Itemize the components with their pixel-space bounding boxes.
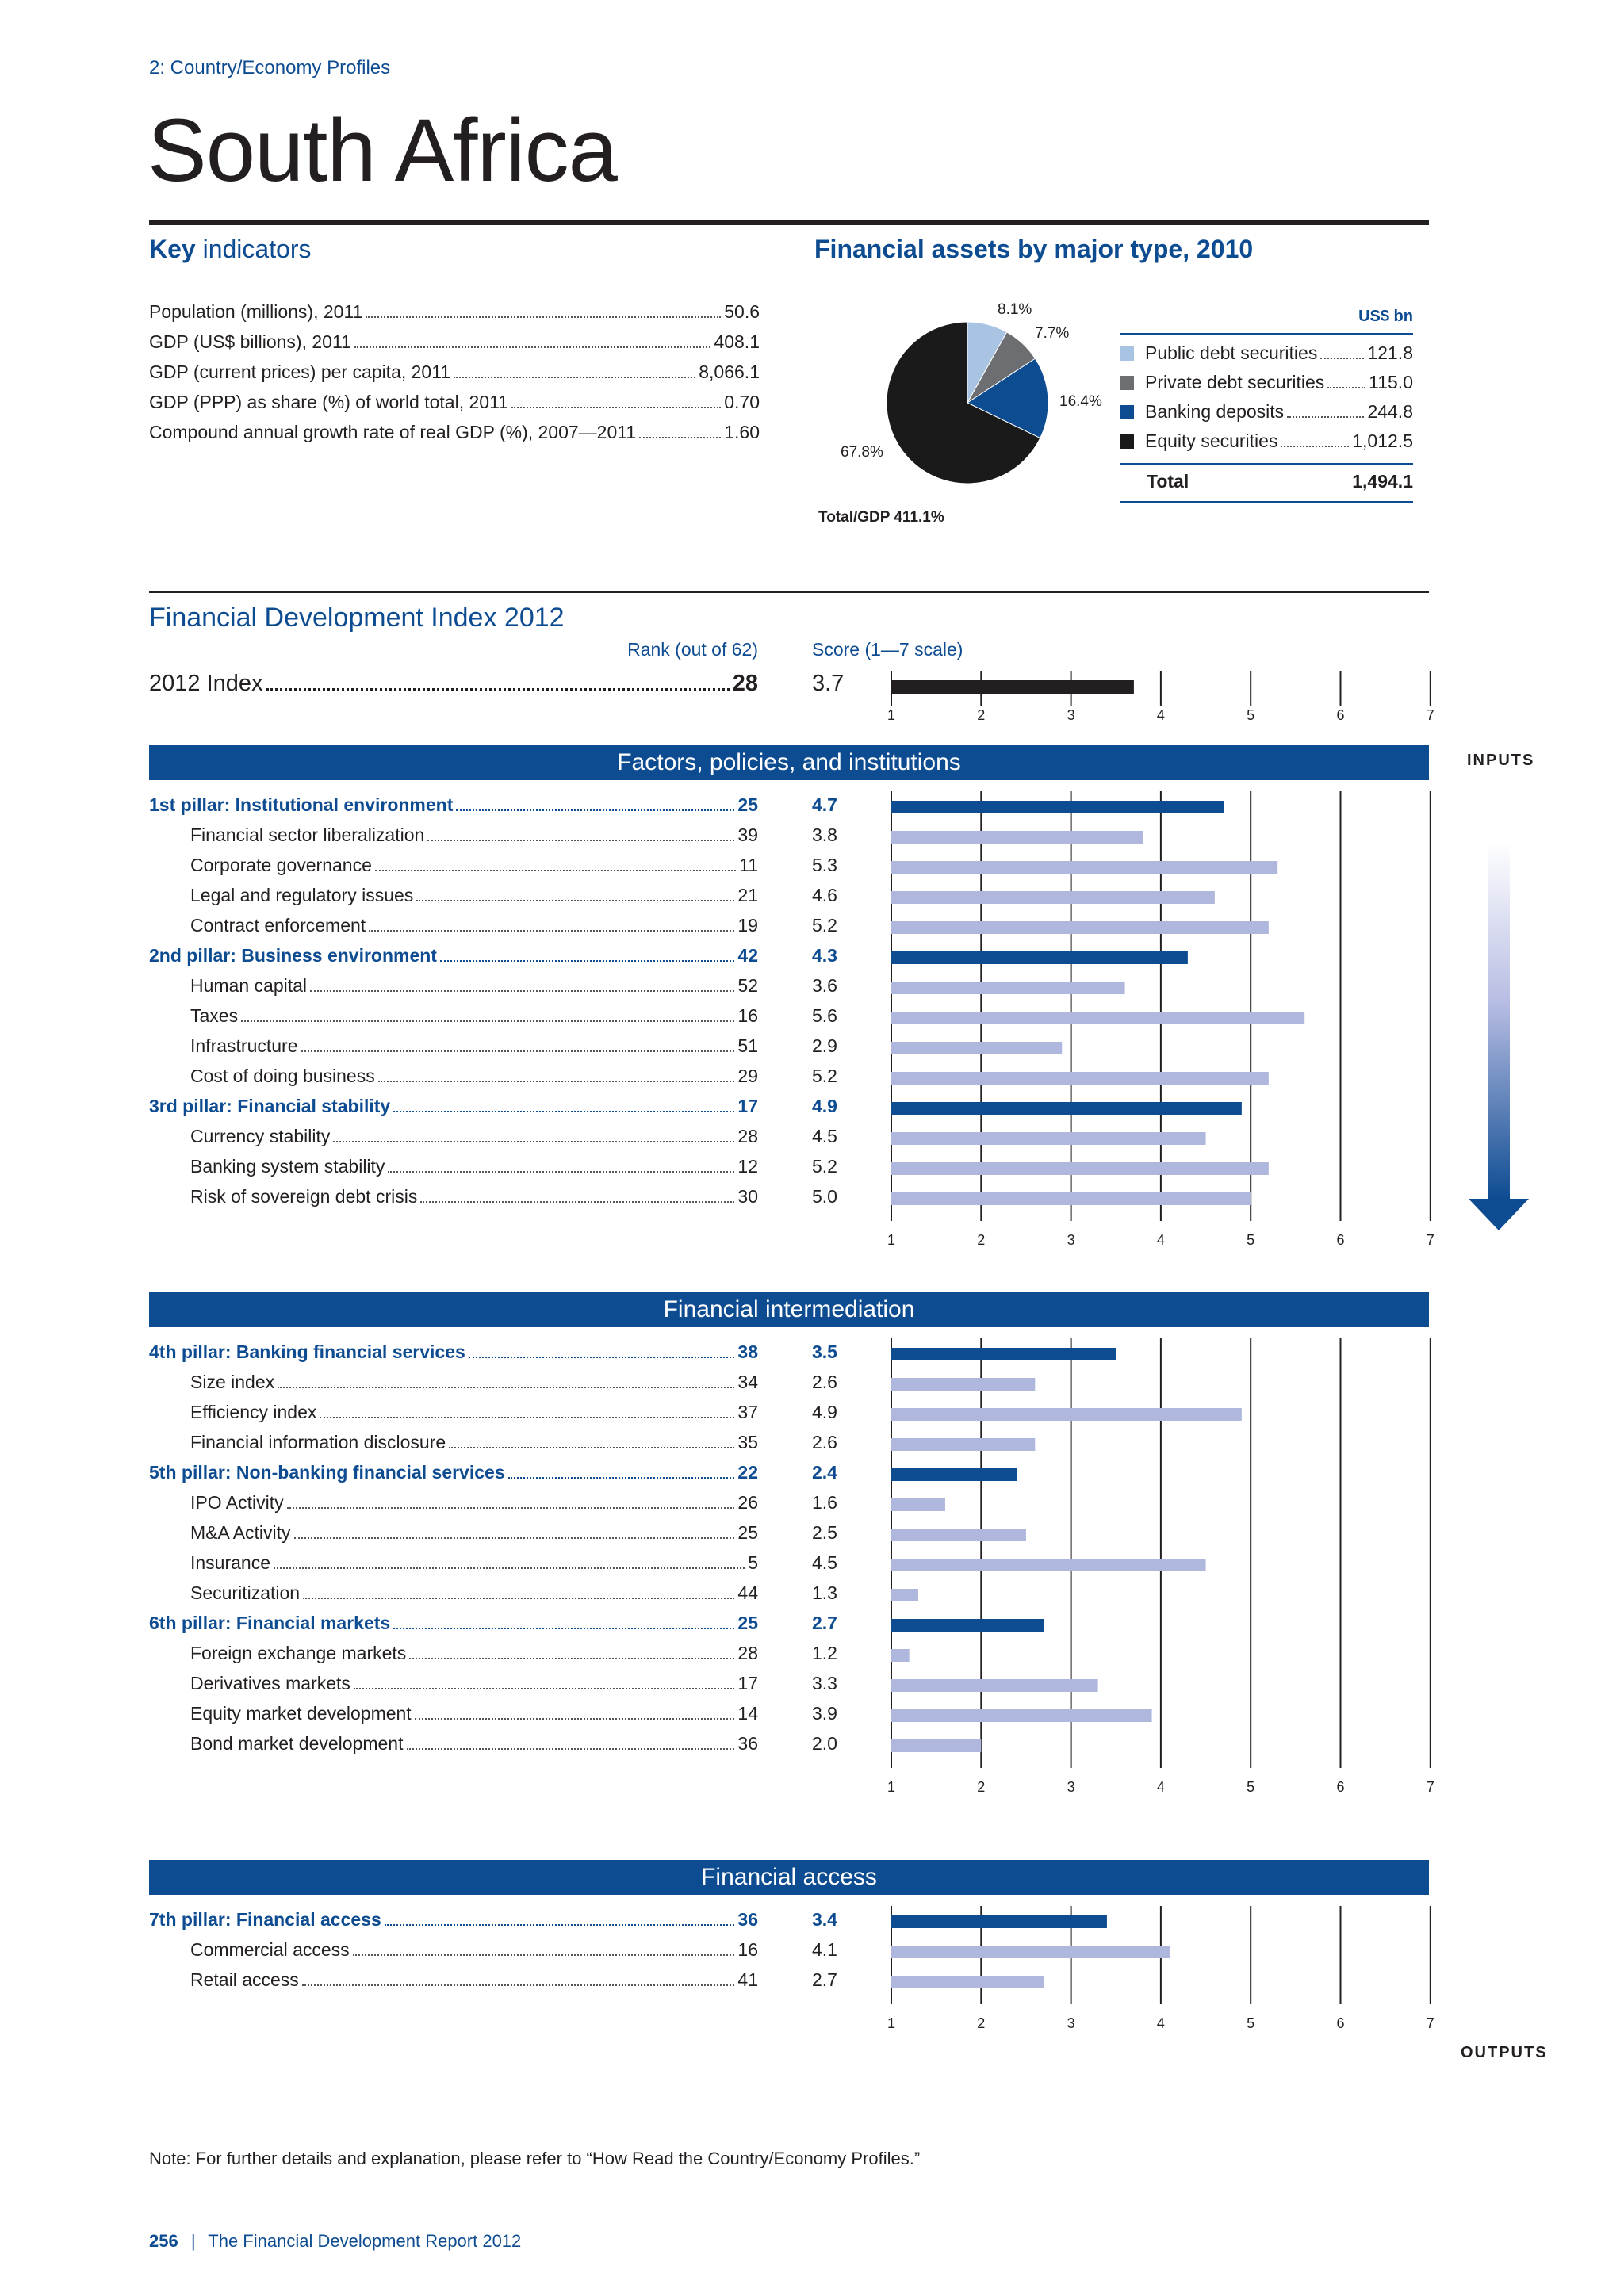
sub-indicator-row — [149, 1703, 758, 1733]
pillar-bar — [891, 1468, 1017, 1481]
axis-tick-label: 5 — [1247, 1232, 1255, 1248]
row-label-text: Legal and regulatory issues — [190, 885, 414, 905]
row-label-text: Infrastructure — [190, 1035, 298, 1056]
legend-swatch — [1120, 346, 1134, 361]
sub-indicator-bar — [891, 1559, 1206, 1571]
row-label-text: Commercial access — [190, 1939, 350, 1960]
units-label: US$ bn — [1358, 308, 1413, 325]
sub-indicator-row — [149, 915, 758, 945]
sub-indicator-row — [149, 1552, 758, 1582]
index-rank: 28 — [732, 671, 758, 696]
key-indicator-value: 8,066.1 — [699, 362, 760, 382]
dot-leader — [409, 1658, 734, 1659]
row-rank: 11 — [739, 855, 758, 875]
dot-leader — [427, 840, 734, 841]
row-rank: 42 — [737, 945, 758, 966]
axis-tick-label: 5 — [1247, 707, 1255, 723]
dot-leader — [508, 1477, 735, 1479]
sub-indicator-bar — [891, 921, 1269, 934]
note-text: Note: For further details and explanation, please refer to “How Read the Country/Economy Profiles.” — [149, 2149, 921, 2168]
row-label-text: Cost of doing business — [190, 1066, 375, 1086]
page-title: South Africa — [147, 101, 617, 200]
row-label-text: Equity market development — [190, 1703, 412, 1724]
index-bar-chart — [880, 671, 1451, 707]
dot-leader — [287, 1507, 735, 1509]
dot-leader — [393, 1628, 734, 1629]
key-indicator-row — [149, 301, 760, 331]
row-label-text: Securitization — [190, 1582, 301, 1603]
axis-tick-label: 7 — [1426, 1232, 1434, 1248]
sub-indicator-bar — [891, 1739, 981, 1752]
pillar-row — [149, 945, 758, 975]
sub-indicator-row — [149, 1156, 758, 1186]
section-bar-chart — [880, 791, 1451, 1221]
dot-leader — [415, 1718, 735, 1720]
pie-label-public-debt: 8.1% — [998, 301, 1032, 318]
sub-indicator-bar — [891, 1438, 1035, 1451]
dot-leader — [303, 1598, 734, 1599]
row-label-text: 3rd pillar: Financial stability — [149, 1096, 391, 1116]
row-score: 3.8 — [812, 825, 837, 845]
axis-tick-label: 7 — [1426, 1779, 1434, 1795]
pillar-bar — [891, 801, 1224, 813]
sub-indicator-bar — [891, 1408, 1242, 1421]
legend-label: Private debt securities — [1145, 372, 1325, 392]
row-label-text: Financial sector liberalization — [190, 825, 425, 845]
row-rank: 37 — [737, 1402, 758, 1422]
sub-indicator-bar — [891, 891, 1215, 904]
axis-tick-label: 2 — [977, 707, 986, 723]
sub-indicator-bar — [891, 1072, 1269, 1085]
sub-indicator-row — [149, 1582, 758, 1613]
sub-indicator-bar — [891, 1679, 1098, 1692]
dot-leader — [407, 1748, 735, 1750]
row-label-text: 1st pillar: Institutional environment — [149, 794, 454, 815]
axis-tick-label: 4 — [1156, 1779, 1165, 1795]
row-score: 5.6 — [812, 1005, 837, 1026]
row-label-text: 4th pillar: Banking financial services — [149, 1341, 465, 1362]
row-score: 2.7 — [812, 1969, 837, 1990]
pillar-row — [149, 1462, 758, 1492]
pillar-row — [149, 1909, 758, 1939]
row-label-text: 7th pillar: Financial access — [149, 1909, 381, 1930]
rank-column-header: Rank (out of 62) — [627, 639, 758, 660]
report-title: The Financial Development Report 2012 — [208, 2231, 522, 2251]
legend-total-rule — [1120, 463, 1413, 465]
row-rank: 38 — [737, 1341, 758, 1362]
sub-indicator-bar — [891, 861, 1277, 874]
dot-leader — [294, 1537, 735, 1539]
axis-tick-label: 3 — [1067, 2015, 1075, 2031]
legend-value: 1,012.5 — [1352, 430, 1413, 451]
dot-leader — [333, 1141, 734, 1142]
row-label-text: Bond market development — [190, 1733, 404, 1754]
row-score: 2.7 — [812, 1613, 837, 1633]
axis-tick-label: 1 — [887, 707, 895, 723]
sub-indicator-bar — [891, 1946, 1170, 1958]
row-rank: 35 — [737, 1432, 758, 1452]
row-score: 5.0 — [812, 1186, 837, 1207]
row-score: 2.6 — [812, 1432, 837, 1452]
axis-tick-label: 5 — [1247, 1779, 1255, 1795]
sub-indicator-bar — [891, 1649, 910, 1662]
row-score: 3.9 — [812, 1703, 837, 1724]
sub-indicator-bar — [891, 1132, 1206, 1145]
inputs-outputs-arrow — [1464, 842, 1534, 1234]
row-rank: 34 — [737, 1372, 758, 1392]
row-label-text: Banking system stability — [190, 1156, 385, 1177]
row-label-text: Contract enforcement — [190, 915, 366, 936]
section-band: Financial access — [149, 1860, 1429, 1895]
sub-indicator-row — [149, 1939, 758, 1969]
sub-indicator-row — [149, 1492, 758, 1522]
key-indicator-label: GDP (PPP) as share (%) of world total, 2011 — [149, 392, 508, 412]
key-indicator-value: 0.70 — [724, 392, 760, 412]
pillar-row — [149, 1613, 758, 1643]
dot-leader — [469, 1357, 735, 1358]
sub-indicator-row — [149, 1005, 758, 1035]
row-score: 4.9 — [812, 1402, 837, 1422]
legend-value: 115.0 — [1369, 372, 1413, 392]
axis-tick-label: 3 — [1067, 1232, 1075, 1248]
legend-label: Public debt securities — [1145, 342, 1318, 363]
index-bar — [891, 680, 1134, 694]
row-rank: 41 — [737, 1969, 758, 1990]
dot-leader — [454, 377, 695, 378]
dot-leader — [416, 900, 734, 901]
pillar-bar — [891, 1619, 1044, 1632]
index-score: 3.7 — [812, 671, 845, 696]
sub-indicator-row — [149, 1186, 758, 1216]
legend-row — [1120, 372, 1413, 401]
key-indicator-row — [149, 362, 760, 392]
row-label-text: Size index — [190, 1372, 275, 1392]
row-score: 2.5 — [812, 1522, 837, 1543]
key-indicator-label: GDP (US$ billions), 2011 — [149, 331, 351, 352]
row-rank: 36 — [737, 1909, 758, 1930]
row-label-text: Retail access — [190, 1969, 299, 1990]
fdi-rule — [149, 591, 1429, 593]
dot-leader — [1281, 446, 1349, 447]
row-label-text: Efficiency index — [190, 1402, 317, 1422]
dot-leader — [385, 1924, 735, 1926]
row-rank: 25 — [737, 794, 758, 815]
dot-leader — [354, 1688, 734, 1689]
row-score: 4.1 — [812, 1939, 837, 1960]
row-label-text: Currency stability — [190, 1126, 331, 1146]
row-rank: 25 — [737, 1522, 758, 1543]
dot-leader — [393, 1111, 734, 1112]
key-indicator-value: 50.6 — [724, 301, 760, 322]
row-score: 4.5 — [812, 1552, 837, 1573]
axis-tick-label: 6 — [1336, 2015, 1345, 2031]
row-score: 4.7 — [812, 794, 837, 815]
axis-tick-label: 2 — [977, 1232, 986, 1248]
row-score: 2.4 — [812, 1462, 837, 1483]
pillar-row — [149, 1096, 758, 1126]
pillar-bar — [891, 1348, 1116, 1360]
row-score: 5.2 — [812, 915, 837, 936]
sub-indicator-row — [149, 825, 758, 855]
legend-row — [1120, 342, 1413, 372]
row-rank: 28 — [737, 1126, 758, 1146]
row-score: 3.3 — [812, 1673, 837, 1693]
row-rank: 36 — [737, 1733, 758, 1754]
key-indicator-row — [149, 422, 760, 452]
dot-leader — [449, 1447, 734, 1448]
legend-value: 244.8 — [1367, 401, 1413, 422]
sub-indicator-row — [149, 1126, 758, 1156]
legend-value: 121.8 — [1367, 342, 1413, 363]
pillar-bar — [891, 1915, 1107, 1928]
dot-leader — [1320, 358, 1364, 359]
sub-indicator-row — [149, 1969, 758, 1999]
row-score: 5.2 — [812, 1156, 837, 1177]
row-score: 4.5 — [812, 1126, 837, 1146]
key-indicator-row — [149, 331, 760, 362]
sub-indicator-row — [149, 1372, 758, 1402]
row-rank: 19 — [737, 915, 758, 936]
top-rule — [149, 220, 1429, 225]
key-indicator-label: Compound annual growth rate of real GDP (%), 2007—2011 — [149, 422, 637, 442]
dot-leader — [241, 1020, 734, 1022]
sub-indicator-row — [149, 1733, 758, 1763]
legend-total-row — [1147, 471, 1413, 492]
row-label-text: 5th pillar: Non-banking financial services — [149, 1462, 505, 1483]
row-rank: 16 — [737, 1005, 758, 1026]
dot-leader — [369, 930, 734, 932]
row-rank: 39 — [737, 825, 758, 845]
sub-indicator-row — [149, 1522, 758, 1552]
sub-indicator-bar — [891, 831, 1143, 844]
axis-tick-label: 6 — [1336, 1779, 1345, 1795]
key-indicator-row — [149, 392, 760, 422]
row-rank: 28 — [737, 1643, 758, 1663]
sub-indicator-bar — [891, 1012, 1304, 1024]
row-score: 3.5 — [812, 1341, 837, 1362]
page-number: 256 — [149, 2231, 178, 2251]
row-score: 1.6 — [812, 1492, 837, 1513]
dot-leader — [440, 960, 734, 962]
key-indicators-heading-rest: indicators — [202, 235, 312, 263]
sub-indicator-bar — [891, 982, 1125, 994]
row-score: 5.2 — [812, 1066, 837, 1086]
dot-leader — [1327, 387, 1365, 388]
row-label-text: M&A Activity — [190, 1522, 291, 1543]
row-rank: 12 — [737, 1156, 758, 1177]
axis-tick-label: 4 — [1156, 2015, 1165, 2031]
sub-indicator-row — [149, 855, 758, 885]
dot-leader — [378, 1081, 735, 1082]
legend-swatch — [1120, 405, 1134, 419]
axis-tick-label: 1 — [887, 1779, 895, 1795]
dot-leader — [388, 1171, 734, 1173]
axis-tick-label: 3 — [1067, 707, 1075, 723]
dot-leader — [366, 316, 721, 318]
sub-indicator-bar — [891, 1162, 1269, 1175]
row-label-text: Insurance — [190, 1552, 271, 1573]
row-label-text: Taxes — [190, 1005, 239, 1026]
row-rank: 29 — [737, 1066, 758, 1086]
key-indicator-label: GDP (current prices) per capita, 2011 — [149, 362, 451, 382]
row-label-text: Foreign exchange markets — [190, 1643, 407, 1663]
dot-leader — [354, 346, 711, 348]
dot-leader — [353, 1954, 735, 1956]
sub-indicator-bar — [891, 1042, 1062, 1054]
axis-tick-label: 4 — [1156, 1232, 1165, 1248]
row-score: 1.3 — [812, 1582, 837, 1603]
row-score: 4.6 — [812, 885, 837, 905]
key-indicators-heading-bold: Key — [149, 235, 196, 263]
row-rank: 21 — [737, 885, 758, 905]
row-score: 1.2 — [812, 1643, 837, 1663]
sub-indicator-bar — [891, 1529, 1026, 1541]
row-label-text: 2nd pillar: Business environment — [149, 945, 437, 966]
legend-row — [1120, 401, 1413, 430]
key-indicator-value: 408.1 — [714, 331, 760, 352]
row-label-text: Risk of sovereign debt crisis — [190, 1186, 418, 1207]
axis-tick-label: 1 — [887, 1232, 895, 1248]
section-bar-chart — [880, 1906, 1451, 2004]
sub-indicator-row — [149, 1673, 758, 1703]
pillar-row — [149, 1341, 758, 1372]
row-score: 5.3 — [812, 855, 837, 875]
outputs-label: OUTPUTS — [1461, 2044, 1548, 2061]
axis-tick-label: 2 — [977, 1779, 986, 1795]
key-indicators-heading — [149, 235, 312, 264]
row-score: 2.6 — [812, 1372, 837, 1392]
key-indicator-value: 1.60 — [724, 422, 760, 442]
dot-leader — [310, 990, 734, 992]
pie-label-banking-deposits: 16.4% — [1059, 393, 1102, 410]
dot-leader — [301, 1050, 735, 1052]
legend-total-label: Total — [1147, 471, 1189, 492]
section-label: 2: Country/Economy Profiles — [149, 57, 391, 78]
axis-tick-label: 1 — [887, 2015, 895, 2031]
row-rank: 22 — [737, 1462, 758, 1483]
dot-leader — [278, 1387, 734, 1388]
sub-indicator-bar — [891, 1976, 1044, 1988]
index-label: 2012 Index — [149, 671, 263, 696]
section-band: Financial intermediation — [149, 1292, 1429, 1327]
row-rank: 17 — [737, 1096, 758, 1116]
sub-indicator-row — [149, 1432, 758, 1462]
legend-swatch — [1120, 434, 1134, 449]
axis-tick-label: 2 — [977, 2015, 986, 2031]
sub-indicator-row — [149, 1643, 758, 1673]
section-bar-chart — [880, 1338, 1451, 1768]
row-score: 2.0 — [812, 1733, 837, 1754]
row-score: 3.4 — [812, 1909, 837, 1930]
sub-indicator-bar — [891, 1192, 1251, 1205]
footer-divider: | — [190, 2231, 196, 2251]
row-score: 4.9 — [812, 1096, 837, 1116]
row-rank: 16 — [737, 1939, 758, 1960]
index-dot-leader — [266, 688, 730, 691]
dot-leader — [420, 1201, 734, 1203]
dot-leader — [274, 1567, 745, 1569]
legend-total-value: 1,494.1 — [1352, 471, 1413, 492]
row-score: 3.6 — [812, 975, 837, 996]
axis-tick-label: 3 — [1067, 1779, 1075, 1795]
section-band: Factors, policies, and institutions — [149, 745, 1429, 780]
axis-tick-label: 7 — [1426, 707, 1434, 723]
pie-slices — [887, 322, 1048, 484]
row-rank: 25 — [737, 1613, 758, 1633]
axis-tick-label: 4 — [1156, 707, 1165, 723]
dot-leader — [302, 1984, 735, 1986]
total-gdp-label: Total/GDP 411.1% — [818, 509, 944, 526]
dot-leader — [456, 809, 734, 811]
sub-indicator-bar — [891, 1378, 1035, 1391]
sub-indicator-bar — [891, 1498, 945, 1511]
axis-tick-label: 6 — [1336, 707, 1345, 723]
legend-label: Banking deposits — [1145, 401, 1285, 422]
score-column-header: Score (1—7 scale) — [812, 639, 963, 660]
row-rank: 44 — [737, 1582, 758, 1603]
index-row-label — [149, 671, 758, 697]
row-label-text: Financial information disclosure — [190, 1432, 446, 1452]
row-label-text: Human capital — [190, 975, 308, 996]
row-rank: 5 — [748, 1552, 758, 1573]
pie-label-private-debt: 7.7% — [1035, 325, 1070, 342]
dot-leader — [511, 407, 721, 408]
sub-indicator-row — [149, 1035, 758, 1066]
dot-leader — [639, 437, 721, 438]
row-label-text: Corporate governance — [190, 855, 372, 875]
row-rank: 26 — [737, 1492, 758, 1513]
fdi-heading: Financial Development Index 2012 — [149, 603, 565, 633]
row-rank: 14 — [737, 1703, 758, 1724]
legend-label: Equity securities — [1145, 430, 1278, 451]
axis-tick-label: 6 — [1336, 1232, 1345, 1248]
row-label-text: 6th pillar: Financial markets — [149, 1613, 391, 1633]
row-rank: 17 — [737, 1673, 758, 1693]
sub-indicator-row — [149, 885, 758, 915]
row-label-text: IPO Activity — [190, 1492, 284, 1513]
sub-indicator-row — [149, 975, 758, 1005]
sub-indicator-row — [149, 1402, 758, 1432]
pillar-bar — [891, 951, 1188, 964]
pie-label-equity: 67.8% — [841, 444, 883, 461]
pillar-row — [149, 794, 758, 825]
row-score: 2.9 — [812, 1035, 837, 1056]
sub-indicator-bar — [891, 1589, 918, 1601]
axis-tick-label: 7 — [1426, 2015, 1434, 2031]
axis-tick-label: 5 — [1247, 2015, 1255, 2031]
key-indicator-label: Population (millions), 2011 — [149, 301, 363, 322]
footer — [149, 2231, 521, 2252]
financial-assets-heading: Financial assets by major type, 2010 — [814, 235, 1254, 263]
row-label-text: Derivatives markets — [190, 1673, 350, 1693]
row-rank: 52 — [737, 975, 758, 996]
legend-swatch — [1120, 376, 1134, 390]
row-rank: 30 — [737, 1186, 758, 1207]
dot-leader — [320, 1417, 734, 1418]
row-score: 4.3 — [812, 945, 837, 966]
dot-leader — [1287, 416, 1364, 418]
pillar-bar — [891, 1102, 1242, 1115]
legend-bottom-rule — [1120, 501, 1413, 503]
legend-top-rule — [1120, 333, 1413, 335]
sub-indicator-bar — [891, 1709, 1152, 1722]
sub-indicator-row — [149, 1066, 758, 1096]
dot-leader — [375, 870, 736, 871]
legend-row — [1120, 430, 1413, 460]
inputs-label: INPUTS — [1467, 752, 1535, 769]
row-rank: 51 — [737, 1035, 758, 1056]
